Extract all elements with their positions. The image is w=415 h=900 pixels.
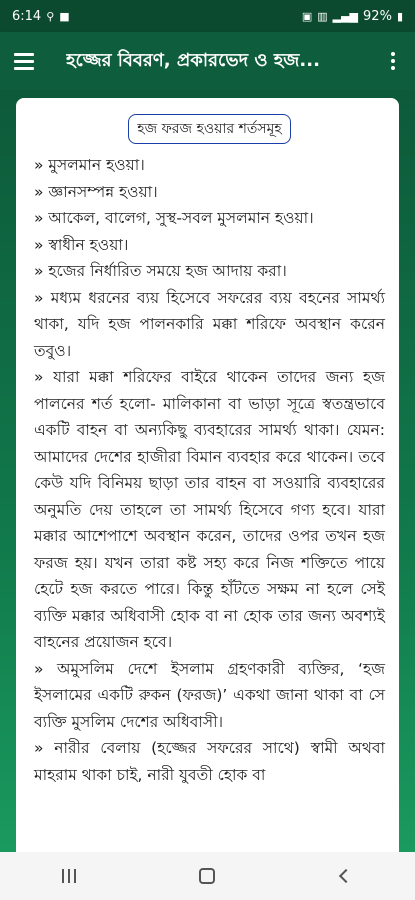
- list-item: » নারীর বেলায় (হজ্জের সফরের সাথে) স্বামী অথবা মাহরাম থাকা চাই, নারী যুবতী হোক বা: [34, 739, 385, 784]
- system-nav-bar: [0, 852, 415, 900]
- list-item: » স্বাধীন হওয়া।: [34, 235, 129, 254]
- lock-icon: ▣: [301, 9, 313, 23]
- status-right: [302, 9, 403, 24]
- video-icon: ■: [59, 9, 70, 23]
- recent-apps-icon[interactable]: [39, 856, 99, 896]
- list-item: » আকেল, বালেগ, সুস্থ-সবল মুসলমান হওয়া।: [34, 209, 314, 227]
- conditions-list: [34, 152, 385, 788]
- home-icon[interactable]: [177, 856, 237, 896]
- content-card[interactable]: [16, 98, 399, 852]
- battery-percent: 92%: [363, 8, 392, 24]
- status-time: 6:14: [12, 8, 42, 24]
- hamburger-menu-icon[interactable]: [14, 46, 44, 76]
- list-item: » যারা মক্কা শরিফের বাইরে থাকেন তাদের জন্য হজ পালনের শর্ত হলো- মালিকানা বা ভাড়া সূত্রে স্বতন্ত্রভাবে একটি বাহন বা অন্যকিছু ব্যবহারের সামর্থ্য থাকা। যেমন: আমাদের দেশের হাজীরা বিমান ব্যবহার করে থাকেন। তবে কেউ যদি বিনিময় ছাড়া তার বাহন বা সওয়ারি ব্যবহারের অনুমতি দেয় তাহলে তা সামর্থ্য হিসেবে গণ্য হবে। যারা মক্কার আশেপাশে অবস্থান করেন, তাদের ওপর তখন হজ ফরজ হয়। যখন তারা কষ্ট সহ্য করে নিজ শক্তিতে পায়ে হেটে হজ করতে পারে। কিন্তু হাঁটতে সক্ষম না হলে সেই ব্যক্তি মক্কার অধিবাসী হোক বা না হোক তার জন্য অবশ্যই বাহনের প্রয়োজন হবে।: [34, 368, 385, 651]
- signal-icon: ▂▄▆: [332, 9, 359, 23]
- app-bar: [0, 32, 415, 90]
- list-item: » হজের নির্ধারিত সময়ে হজ আদায় করা।: [34, 262, 287, 280]
- status-left: [12, 9, 70, 24]
- list-item: » মুসলমান হওয়া।: [34, 156, 145, 174]
- status-bar: [0, 0, 415, 32]
- list-item: » অমুসলিম দেশে ইসলাম গ্রহণকারী ব্যক্তির, ‘হজ ইসলামের একটি রুকন (ফরজ)’ একথা জানা থাকা বা সে ব্যক্তি মুসলিম দেশের অধিবাসী।: [34, 659, 385, 731]
- page-title: হজ্জের বিবরণ, প্রকারভেদ ও হজ...: [66, 49, 320, 71]
- back-icon[interactable]: [316, 856, 376, 896]
- list-item: » মধ্যম ধরনের ব্যয় হিসেবে সফরের ব্যয় বহনের সামর্থ্য থাকা, যদি হজ পালনকারি মক্কা শরিফে অবস্থান করেন তবুও।: [34, 288, 385, 360]
- section-heading: হজ ফরজ হওয়ার শর্তসমূহ: [128, 114, 291, 144]
- usb-icon: ⚲: [46, 9, 55, 23]
- vibrate-icon: ▥: [317, 9, 328, 23]
- list-item: » জ্ঞানসম্পন্ন হওয়া।: [34, 182, 158, 201]
- battery-icon: ▮: [396, 9, 403, 23]
- more-vert-icon[interactable]: [381, 46, 405, 76]
- section-heading-wrap: [34, 114, 385, 144]
